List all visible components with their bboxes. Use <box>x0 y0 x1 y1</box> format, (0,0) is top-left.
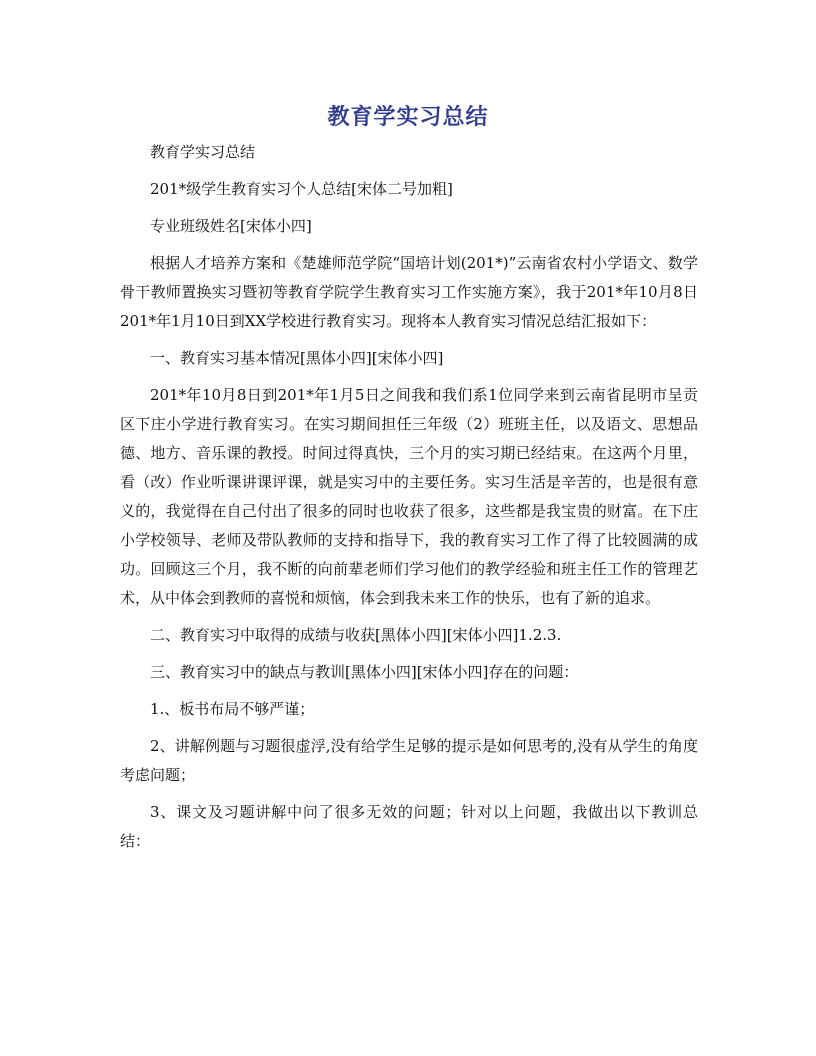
section-heading-3: 三、教育实习中的缺点与教训[黑体小四][宋体小四]存在的问题： <box>150 663 579 681</box>
paragraph-class-name: 专业班级姓名[宋体小四] <box>150 217 312 235</box>
document-title: 教育学实习总结 <box>327 104 489 130</box>
list-item-3: 3、课文及习题讲解中问了很多无效的问题；针对以上问题，我做出以下教训总结： <box>120 803 698 850</box>
list-item-2: 2、讲解例题与习题很虚浮,没有给学生足够的提示是如何思考的,没有从学生的角度考虑问题； <box>120 737 698 784</box>
paragraph-heading: 教育学实习总结 <box>150 143 256 161</box>
section-heading-2: 二、教育实习中取得的成绩与收获[黑体小四][宋体小四]1.2.3. <box>150 626 562 644</box>
list-item-1: 1.、板书布局不够严谨； <box>150 700 315 718</box>
paragraph-basic-situation: 201*年10月8日到201*年1月5日之间我和我们系1位同学来到云南省昆明市呈贡区下庄小学进行教育实习。在实习期间担任三年级（2）班班主任，以及语文、思想品德、地方、音乐课的教授。时间过得真快，三个月的实习期已经结束。在这两个月里，看（改）作业听课讲课评课，就是实习中的主要任务。实习生活是辛苦的，也是很有意义的，我觉得在自己付出了很多的同时也收获了很多，这些都是我宝贵的财富。在下庄小学校领导、老师及带队教师的支持和指导下，我的教育实习工作了得了比较圆满的成功。回顾这三个月，我不断的向前辈老师们学习他们的教学经验和班主任工作的管理艺术，从中体会到教师的喜悦和烦恼，体会到我未来工作的快乐，也有了新的追求。 <box>120 386 698 607</box>
document-body <box>120 138 698 856</box>
paragraph-intro: 根据人才培养方案和《楚雄师范学院“国培计划(201*)”云南省农村小学语文、数学骨干教师置换实习暨初等教育学院学生教育实习工作实施方案》，我于201*年10月8日201*年1月10日到XX学校进行教育实习。现将本人教育实习情况总结汇报如下： <box>120 254 698 330</box>
paragraph-subtitle: 201*级学生教育实习个人总结[宋体二号加粗] <box>150 180 453 198</box>
section-heading-1: 一、教育实习基本情况[黑体小四][宋体小四] <box>150 349 444 367</box>
